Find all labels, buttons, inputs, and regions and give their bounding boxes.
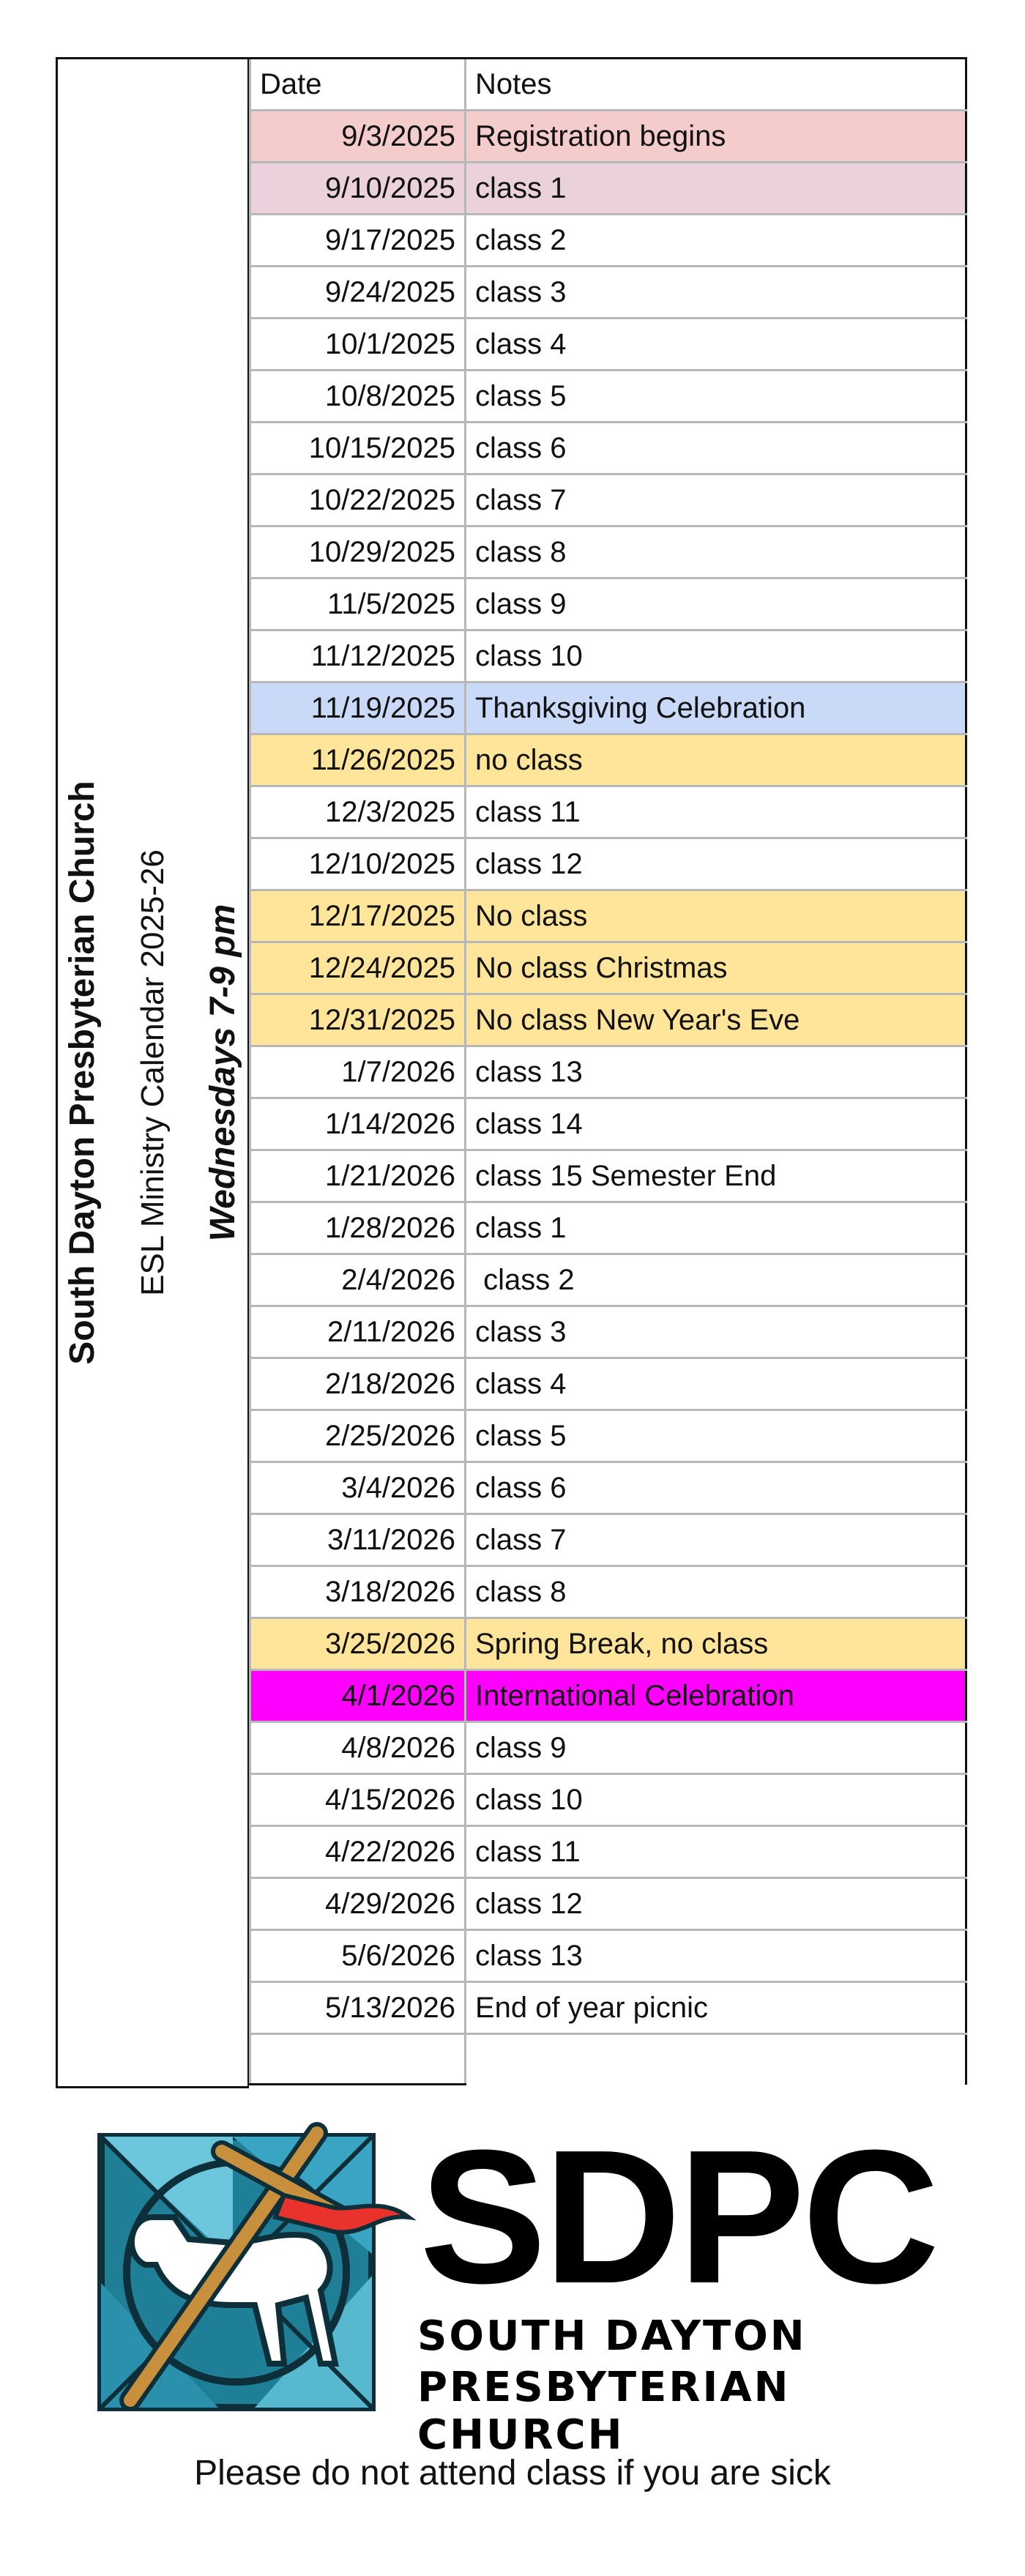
notes-cell: class 14 — [466, 1098, 966, 1150]
notes-cell: class 7 — [466, 474, 966, 526]
notes-cell: class 2 — [466, 215, 966, 267]
date-cell: 10/15/2025 — [250, 422, 466, 474]
table-row — [250, 786, 966, 838]
date-cell: 12/10/2025 — [250, 838, 466, 890]
logo-abbrev: SDPC — [420, 2111, 937, 2323]
notes-cell: class 10 — [466, 630, 966, 682]
sdpc-logo — [86, 2107, 950, 2459]
table-row — [250, 1930, 966, 1982]
title-text-group — [48, 781, 258, 1364]
table-row — [250, 890, 966, 942]
notes-cell: No class Christmas — [466, 942, 966, 994]
notes-column-header: Notes — [466, 59, 966, 111]
footer-note: Please do not attend class if you are sick — [194, 2454, 831, 2493]
notes-cell: class 13 — [466, 1046, 966, 1098]
notes-cell: End of year picnic — [466, 1982, 966, 2034]
table-row — [250, 1462, 966, 1514]
notes-cell: class 1 — [466, 163, 966, 215]
notes-cell: class 10 — [466, 1774, 966, 1826]
notes-cell: Spring Break, no class — [466, 1618, 966, 1670]
table-row — [250, 994, 966, 1046]
date-cell: 4/29/2026 — [250, 1878, 466, 1930]
logo-name-line-1: SOUTH DAYTON — [417, 2312, 807, 2360]
date-cell: 11/19/2025 — [250, 682, 466, 734]
table-row — [250, 1514, 966, 1566]
date-cell: 12/24/2025 — [250, 942, 466, 994]
table-row — [250, 838, 966, 890]
notes-cell: Thanksgiving Celebration — [466, 682, 966, 734]
date-cell: 2/18/2026 — [250, 1358, 466, 1410]
table-body — [250, 111, 966, 2085]
notes-cell: Registration begins — [466, 111, 966, 163]
date-cell: 10/8/2025 — [250, 371, 466, 422]
table-row — [250, 1618, 966, 1670]
table-row — [250, 267, 966, 319]
date-column-header: Date — [250, 59, 466, 111]
table-row — [250, 1254, 966, 1306]
date-cell: 1/7/2026 — [250, 1046, 466, 1098]
date-cell: 3/18/2026 — [250, 1566, 466, 1618]
date-cell: 12/31/2025 — [250, 994, 466, 1046]
table-row — [250, 578, 966, 630]
notes-cell: class 5 — [466, 371, 966, 422]
notes-cell: class 12 — [466, 1878, 966, 1930]
notes-cell: class 5 — [466, 1410, 966, 1462]
notes-cell: class 15 Semester End — [466, 1150, 966, 1202]
table-row — [250, 474, 966, 526]
notes-cell: class 12 — [466, 838, 966, 890]
notes-cell: No class New Year's Eve — [466, 994, 966, 1046]
table-row — [250, 526, 966, 578]
notes-cell: class 1 — [466, 1202, 966, 1254]
date-cell: 11/5/2025 — [250, 578, 466, 630]
church-title: South Dayton Presbyterian Church — [62, 781, 102, 1365]
notes-cell: class 9 — [466, 578, 966, 630]
notes-cell: International Celebration — [466, 1670, 966, 1722]
date-cell: 1/14/2026 — [250, 1098, 466, 1150]
table-row — [250, 1098, 966, 1150]
date-cell: 9/17/2025 — [250, 215, 466, 267]
date-cell: 5/13/2026 — [250, 1982, 466, 2034]
date-cell: 9/10/2025 — [250, 163, 466, 215]
table-row — [250, 371, 966, 422]
notes-cell: class 4 — [466, 319, 966, 371]
lamb-with-cross-stained-glass-icon — [86, 2107, 423, 2415]
notes-cell: class 6 — [466, 1462, 966, 1514]
table-row — [250, 630, 966, 682]
empty-date-cell — [250, 2034, 466, 2085]
date-cell: 2/4/2026 — [250, 1254, 466, 1306]
date-cell: 2/11/2026 — [250, 1306, 466, 1358]
date-cell: 10/22/2025 — [250, 474, 466, 526]
table-row — [250, 1410, 966, 1462]
notes-cell: class 7 — [466, 1514, 966, 1566]
notes-cell: class 8 — [466, 1566, 966, 1618]
table-row — [250, 1306, 966, 1358]
notes-cell: no class — [466, 734, 966, 786]
table-row — [250, 1566, 966, 1618]
logo-name-line-2: PRESBYTERIAN CHURCH — [417, 2364, 791, 2459]
date-cell: 4/1/2026 — [250, 1670, 466, 1722]
table-row — [250, 682, 966, 734]
notes-cell: class 4 — [466, 1358, 966, 1410]
date-cell: 3/4/2026 — [250, 1462, 466, 1514]
table-row — [250, 1982, 966, 2034]
empty-notes-cell — [466, 2034, 966, 2085]
date-cell: 1/21/2026 — [250, 1150, 466, 1202]
table-row — [250, 1826, 966, 1878]
date-cell: 11/26/2025 — [250, 734, 466, 786]
date-cell: 1/28/2026 — [250, 1202, 466, 1254]
date-cell: 4/8/2026 — [250, 1722, 466, 1774]
table-row — [250, 942, 966, 994]
table-row — [250, 1774, 966, 1826]
schedule-time: Wednesdays 7-9 pm — [203, 904, 242, 1242]
date-cell: 11/12/2025 — [250, 630, 466, 682]
date-cell: 3/11/2026 — [250, 1514, 466, 1566]
table-row — [250, 319, 966, 371]
notes-cell: class 3 — [466, 1306, 966, 1358]
date-cell: 9/24/2025 — [250, 267, 466, 319]
notes-cell: No class — [466, 890, 966, 942]
table-row — [250, 111, 966, 163]
notes-cell: class 6 — [466, 422, 966, 474]
notes-cell: class 13 — [466, 1930, 966, 1982]
calendar-title: ESL Ministry Calendar 2025-26 — [134, 849, 171, 1296]
notes-cell: class 11 — [466, 1826, 966, 1878]
table-row — [250, 734, 966, 786]
table-row — [250, 1358, 966, 1410]
date-cell: 10/1/2025 — [250, 319, 466, 371]
notes-cell: class 2 — [466, 1254, 966, 1306]
date-cell: 4/15/2026 — [250, 1774, 466, 1826]
table-row — [250, 422, 966, 474]
notes-cell: class 11 — [466, 786, 966, 838]
date-cell: 12/3/2025 — [250, 786, 466, 838]
table-row — [250, 1150, 966, 1202]
notes-cell: class 3 — [466, 267, 966, 319]
table-row — [250, 163, 966, 215]
date-cell: 10/29/2025 — [250, 526, 466, 578]
calendar-table — [249, 57, 967, 2085]
table-row — [250, 1722, 966, 1774]
date-cell: 3/25/2026 — [250, 1618, 466, 1670]
notes-cell: class 8 — [466, 526, 966, 578]
date-cell: 5/6/2026 — [250, 1930, 466, 1982]
title-block — [56, 57, 249, 2088]
table-row — [250, 215, 966, 267]
date-cell: 2/25/2026 — [250, 1410, 466, 1462]
table-row — [250, 1670, 966, 1722]
date-cell: 9/3/2025 — [250, 111, 466, 163]
table-row — [250, 1878, 966, 1930]
date-cell: 4/22/2026 — [250, 1826, 466, 1878]
empty-table-row — [250, 2034, 966, 2085]
date-cell: 12/17/2025 — [250, 890, 466, 942]
notes-cell: class 9 — [466, 1722, 966, 1774]
table-row — [250, 1202, 966, 1254]
table-header-row — [250, 59, 966, 111]
table-row — [250, 1046, 966, 1098]
